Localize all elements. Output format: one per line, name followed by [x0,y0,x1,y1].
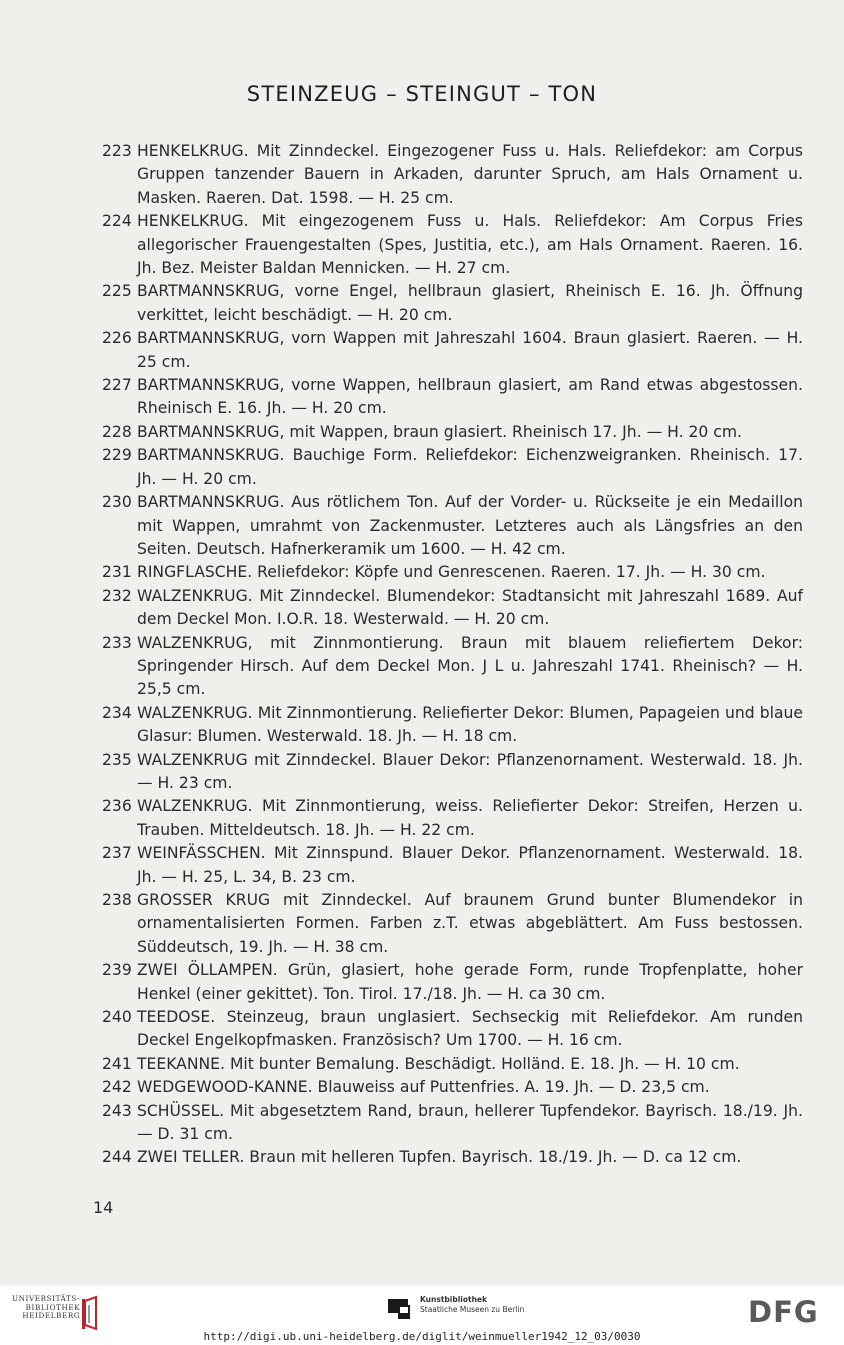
entry-text: WALZENKRUG. Mit Zinndeckel. Blumendekor: Stadtansicht mit Jahreszahl 1689. Auf dem Deckel Mon. I.O.R. 18. Westerwald. — H. 20 cm. [137,586,803,629]
catalog-entry [98,374,803,421]
entry-number: 242 [102,1078,132,1097]
entry-number: 231 [102,563,132,582]
entry-text: RINGFLASCHE. Reliefdekor: Köpfe und Genrescenen. Raeren. 17. Jh. — H. 30 cm. [137,563,766,582]
catalog-entry [98,1053,803,1076]
entry-number: 229 [102,446,132,465]
source-url[interactable]: http://digi.ub.uni-heidelberg.de/diglit/weinmueller1942_12_03/0030 [203,1330,641,1343]
entry-number: 230 [102,493,132,512]
catalog-entry [98,1100,803,1147]
catalog-entry [98,632,803,702]
entry-text: GROSSER KRUG mit Zinndeckel. Auf braunem Grund bunter Blumendekor in ornamentalisierten Formen. Farben z.T. etwas abgeblättert. Am Fuss bestossen. Süddeutsch, 19. Jh. — H. 38 cm. [137,891,803,956]
catalog-entry [98,491,803,561]
entry-number: 223 [102,142,132,160]
catalog-entry [98,959,803,1006]
entry-number: 244 [102,1148,132,1167]
entry-text: ZWEI ÖLLAMPEN. Grün, glasiert, hohe gerade Form, runde Tropfenplatte, hoher Henkel (einer gekittet). Ton. Tirol. 17./18. Jh. — H. ca 30 cm. [137,961,803,1003]
entry-text: BARTMANNSKRUG, vorn Wappen mit Jahreszahl 1604. Braun glasiert. Raeren. — H. 25 cm. [137,329,803,371]
catalog-entry [98,1006,803,1053]
entry-text: TEEDOSE. Steinzeug, braun unglasiert. Sechseckig mit Reliefdekor. Am runden Deckel Engelkopfmasken. Französisch? Um 1700. — H. 16 cm. [137,1008,803,1050]
entry-text: WEDGEWOOD-KANNE. Blauweiss auf Puttenfries. A. 19. Jh. — D. 23,5 cm. [137,1078,710,1097]
entry-number: 225 [102,282,132,301]
catalog-entry [98,585,803,632]
entry-text: TEEKANNE. Mit bunter Bemalung. Beschädigt. Holländ. E. 18. Jh. — H. 10 cm. [137,1054,740,1073]
catalog-entry [98,889,803,959]
entry-number: 233 [102,633,132,652]
entry-text: BARTMANNSKRUG, vorne Wappen, hellbraun glasiert, am Rand etwas abgestossen. Rheinisch E. 16. Jh. — H. 20 cm. [137,376,803,418]
entry-number: 232 [102,586,132,605]
university-library-logo[interactable] [12,1295,80,1322]
entry-text: HENKELKRUG. Mit Zinndeckel. Eingezogener Fuss u. Hals. Reliefdekor: am Corpus Gruppen tanzender Bauern in Arkaden, darunter Spruch, am Hals Ornament u. Masken. Raeren. Dat. 1598. — H. 25 cm. [137,142,803,207]
entry-text: BARTMANNSKRUG. Bauchige Form. Reliefdekor: Eichenzweigranken. Rheinisch. 17. Jh. — H. 20 cm. [137,446,803,488]
entry-number: 243 [102,1101,132,1120]
university-library-text: UNIVERSITÄTS- BIBLIOTHEK HEIDELBERG [12,1294,81,1321]
entry-number: 241 [102,1054,132,1073]
catalog-entry [98,1146,803,1169]
catalog-entry [98,1076,803,1099]
catalog-entry [98,421,803,444]
entry-text: WALZENKRUG. Mit Zinnmontierung, weiss. Reliefierter Dekor: Streifen, Herzen u. Trauben. Mitteldeutsch. 18. Jh. — H. 22 cm. [137,797,803,839]
entry-text: WEINFÄSSCHEN. Mit Zinnspund. Blauer Dekor. Pflanzenornament. Westerwald. 18. Jh. — H. 25, L. 34, B. 23 cm. [137,844,803,886]
catalog-entry [98,749,803,796]
entry-number: 238 [102,891,132,909]
entry-number: 224 [102,212,132,231]
entry-text: SCHÜSSEL. Mit abgesetztem Rand, braun, hellerer Tupfendekor. Bayrisch. 18./19. Jh. — D. 31 cm. [137,1101,803,1144]
kunstbibliothek-emblem-icon [388,1295,414,1321]
catalog-entries [98,140,803,1170]
entry-text: BARTMANNSKRUG, vorne Engel, hellbraun glasiert, Rheinisch E. 16. Jh. Öffnung verkittet, leicht beschädigt. — H. 20 cm. [137,282,803,324]
catalog-entry [98,140,803,210]
entry-number: 228 [102,422,132,441]
entry-text: WALZENKRUG. Mit Zinnmontierung. Reliefierter Dekor: Blumen, Papageien und blaue Glasur: Blumen. Westerwald. 18. Jh. — H. 18 cm. [137,703,803,746]
entry-number: 234 [102,703,132,722]
entry-text: HENKELKRUG. Mit eingezogenem Fuss u. Hals. Reliefdekor: Am Corpus Fries allegorischer Frauengestalten (Spes, Justitia, etc.), am Hals Ornament. Raeren. 16. Jh. Bez. Meister Baldan Mennicken. — H. 27 cm. [137,212,803,278]
page-number: 14 [93,1198,114,1217]
page-title: STEINZEUG – STEINGUT – TON [246,82,598,106]
catalog-entry [98,561,803,584]
entry-text: BARTMANNSKRUG, mit Wappen, braun glasiert. Rheinisch 17. Jh. — H. 20 cm. [137,422,743,441]
entry-number: 227 [102,376,132,395]
entry-text: ZWEI TELLER. Braun mit helleren Tupfen. Bayrisch. 18./19. Jh. — D. ca 12 cm. [137,1148,742,1167]
catalog-entry [98,327,803,374]
entry-number: 240 [102,1008,132,1027]
catalog-entry [98,444,803,491]
entry-text: BARTMANNSKRUG. Aus rötlichem Ton. Auf der Vorder- u. Rückseite je ein Medaillon mit Wappen, umrahmt von Zackenmuster. Letzteres auch als Längsfries an den Seiten. Deutsch. Hafnerkeramik um 1600. — H. 42 cm. [137,493,803,558]
catalog-entry [98,795,803,842]
catalog-entry [98,280,803,327]
entry-number: 239 [102,961,132,980]
entry-text: WALZENKRUG mit Zinndeckel. Blauer Dekor: Pflanzenornament. Westerwald. 18. Jh. — H. 23 cm. [137,750,803,792]
catalog-entry [98,210,803,280]
library-emblem-icon [78,1295,102,1333]
kunstbibliothek-text: Kunstbibliothek Staatliche Museen zu Berlin [420,1295,525,1314]
dfg-logo[interactable]: DFG [748,1295,819,1329]
catalog-entry [98,702,803,749]
entry-number: 235 [102,750,132,769]
entry-text: WALZENKRUG, mit Zinnmontierung. Braun mit blauem reliefiertem Dekor: Springender Hirsch. Auf dem Deckel Mon. J L u. Jahreszahl 1741. Rheinisch? — H. 25,5 cm. [137,633,803,699]
entry-number: 236 [102,797,132,816]
entry-number: 226 [102,329,132,348]
entry-number: 237 [102,844,132,863]
catalog-entry [98,842,803,889]
